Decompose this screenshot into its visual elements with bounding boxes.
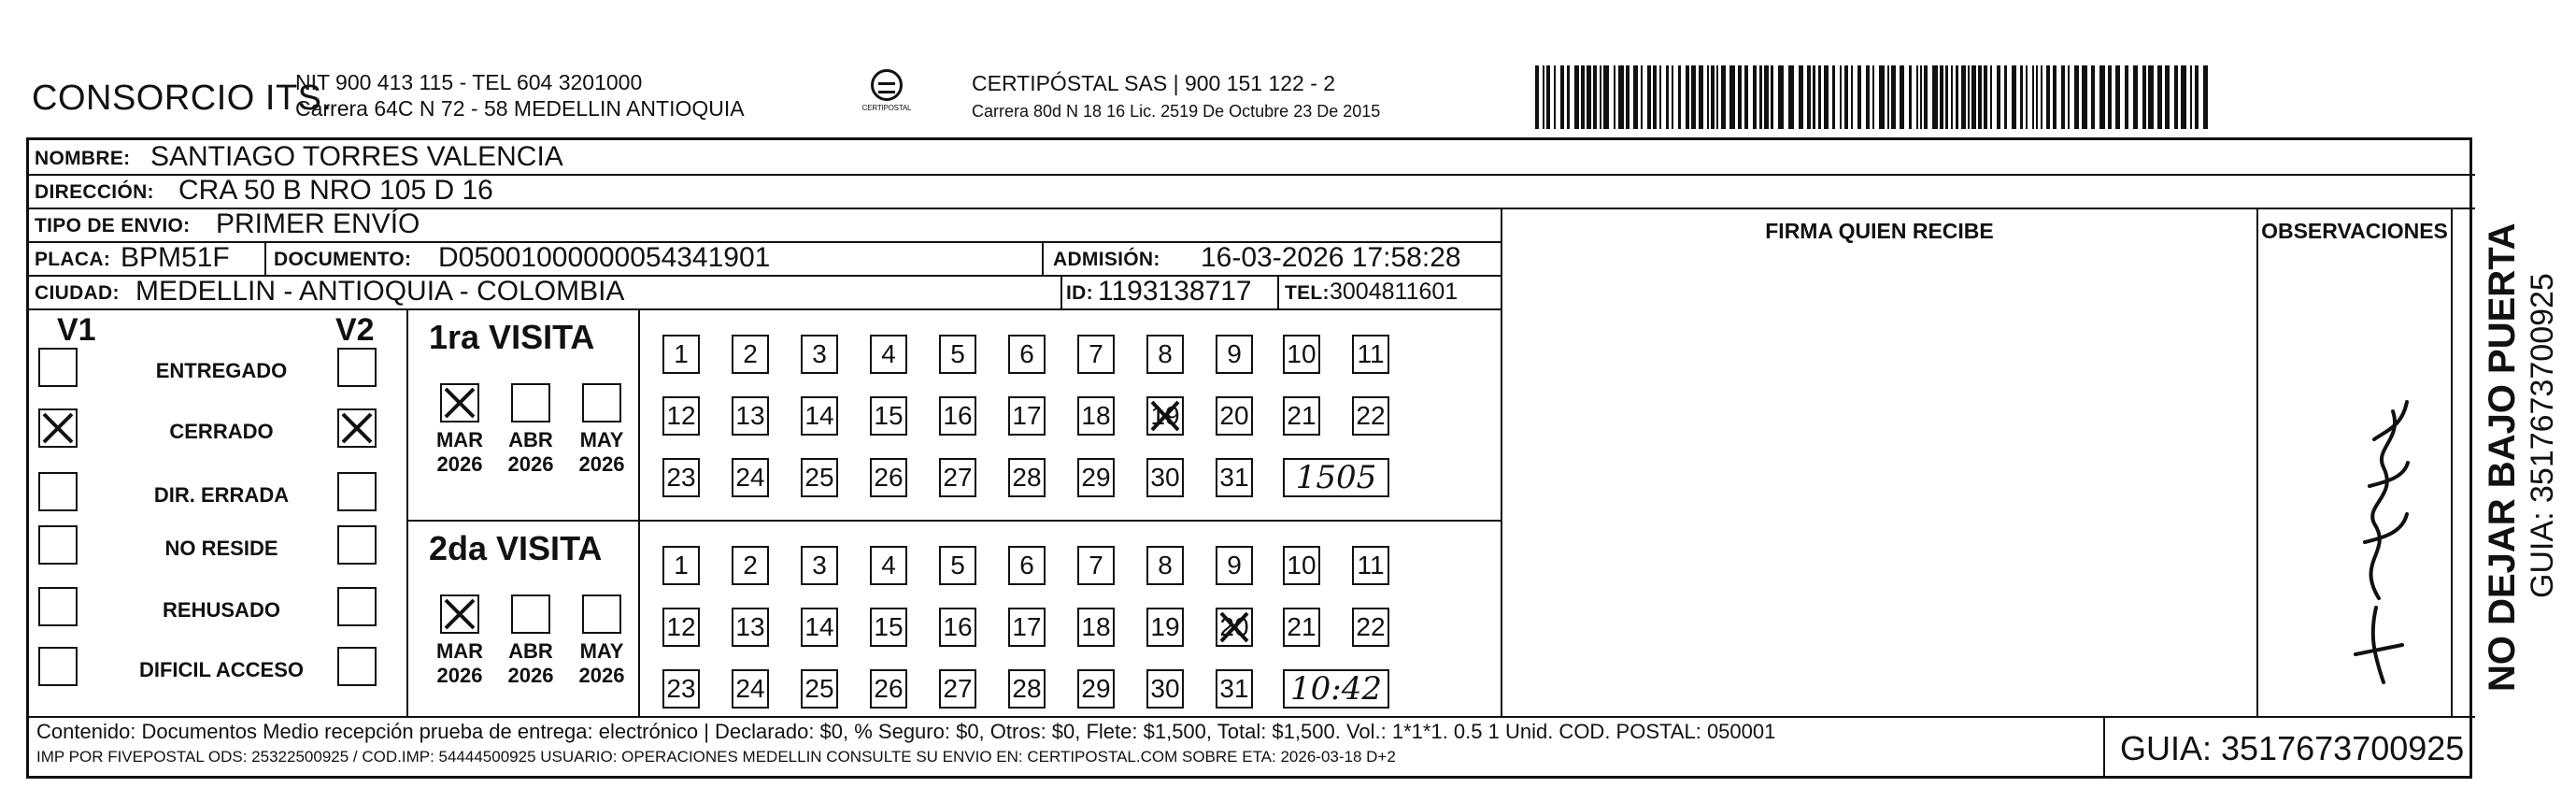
day-box[interactable]: 5 [939, 335, 976, 374]
day-box[interactable]: 6 [1008, 335, 1046, 374]
visit-title: 1ra VISITA [429, 318, 595, 356]
barcode-bar [1744, 65, 1748, 129]
nombre-label: NOMBRE: [35, 148, 131, 169]
day-box[interactable]: 11 [1352, 546, 1389, 585]
barcode-bar [1857, 65, 1861, 129]
guia-number: GUIA: 3517673700925 [2120, 729, 2465, 767]
barcode-bar [1891, 65, 1896, 129]
v2-header: V2 [335, 312, 375, 348]
barcode-bar [2133, 65, 2138, 129]
barcode-bar [1932, 65, 1938, 129]
barcode-bar [1678, 65, 1681, 129]
month-label [569, 639, 634, 688]
barcode-bar [1824, 65, 1829, 129]
month-checkbox[interactable] [440, 594, 479, 634]
barcode-bar [2115, 65, 2120, 129]
day-box[interactable]: 20 [1216, 608, 1253, 647]
barcode-bar [1840, 65, 1842, 129]
barcode-bar [2046, 65, 2050, 129]
barcode-bar [1738, 65, 1742, 129]
cell-divider [264, 241, 266, 275]
v2-checkbox[interactable] [337, 525, 377, 565]
barcode-bar [2082, 65, 2087, 129]
day-box[interactable]: 16 [939, 608, 976, 647]
day-box[interactable]: 11 [1352, 335, 1389, 374]
barcode-bar [1626, 65, 1630, 129]
day-box[interactable]: 25 [801, 669, 838, 709]
company-info [295, 69, 745, 122]
day-box[interactable]: 29 [1077, 458, 1115, 497]
day-box[interactable]: 12 [662, 608, 700, 647]
barcode-bar [1567, 65, 1570, 129]
barcode-bar [2061, 65, 2065, 129]
barcode-bar [2068, 65, 2070, 129]
barcode-bar [2165, 65, 2170, 129]
v2-checkbox[interactable] [337, 408, 377, 448]
barcode-bar [1771, 65, 1773, 129]
company-nit: NIT 900 413 115 - TEL 604 3201000 [295, 70, 643, 94]
barcode-bar [1832, 65, 1835, 129]
month-year: 2026 [578, 452, 625, 476]
month-name: MAR [435, 639, 484, 663]
barcode-bar [1990, 65, 1992, 129]
barcode-bar [1764, 65, 1769, 129]
v2-checkbox[interactable] [337, 472, 377, 511]
placa-label: PLACA: [35, 249, 111, 270]
x-mark-icon [339, 410, 375, 446]
v1-header: V1 [57, 312, 96, 348]
barcode-bar [1799, 65, 1803, 129]
month-name: MAY [579, 428, 624, 451]
nombre-value: SANTIAGO TORRES VALENCIA [150, 141, 563, 172]
v1-checkbox[interactable] [38, 587, 78, 626]
visit-divider [406, 520, 1501, 522]
day-box[interactable]: 22 [1352, 396, 1389, 436]
barcode-bar [1900, 65, 1904, 129]
day-box[interactable]: 16 [939, 396, 976, 436]
day-box[interactable]: 18 [1077, 396, 1115, 436]
day-box[interactable]: 29 [1077, 669, 1115, 709]
barcode-bar [1614, 65, 1615, 129]
barcode-bar [1672, 65, 1673, 129]
status-label: ENTREGADO [155, 359, 288, 382]
month-label [498, 428, 563, 477]
day-box[interactable]: 1 [662, 546, 700, 585]
id-label: ID: [1066, 282, 1093, 304]
v1-checkbox[interactable] [38, 647, 78, 686]
barcode-bar [1659, 65, 1661, 129]
barcode-bar [1543, 65, 1544, 129]
barcode-bar [1691, 65, 1696, 129]
time-box[interactable]: 10:42 [1283, 669, 1389, 709]
barcode-bar [1887, 65, 1889, 129]
barcode-bar [2190, 65, 2192, 129]
v2-checkbox[interactable] [337, 587, 377, 626]
day-box[interactable]: 2 [732, 546, 769, 585]
x-mark-icon [442, 596, 477, 632]
certipostal-info [972, 69, 1380, 125]
direccion-label: DIRECCIÓN: [35, 181, 154, 203]
barcode-bar [2181, 65, 2186, 129]
month-name: MAR [435, 428, 484, 451]
month-name: ABR [508, 639, 553, 663]
x-mark-icon [40, 410, 76, 446]
barcode-bar [1818, 65, 1821, 129]
day-box[interactable]: 28 [1008, 669, 1046, 709]
no-dejar-text: NO DEJAR BAJO PUERTA [2482, 222, 2523, 692]
barcode-bar [1945, 65, 1948, 129]
barcode-bar [1778, 65, 1784, 129]
barcode-bar [1851, 65, 1853, 129]
col-divider [2256, 208, 2258, 716]
barcode-bar [2026, 65, 2028, 129]
barcode-bar [1753, 65, 1757, 129]
day-box[interactable]: 1 [662, 335, 700, 374]
barcode-bar [2091, 65, 2095, 129]
barcode-bar [1813, 65, 1815, 129]
barcode-bar [1581, 65, 1585, 129]
barcode-bar [1866, 65, 1870, 129]
day-box[interactable]: 6 [1008, 546, 1046, 585]
v1-checkbox[interactable] [38, 408, 78, 448]
firma-header: FIRMA QUIEN RECIBE [1765, 219, 1994, 243]
month-year: 2026 [507, 664, 554, 687]
barcode-bar [1978, 65, 1982, 129]
barcode-bar [2148, 65, 2154, 129]
barcode-bar [1546, 65, 1550, 129]
day-box[interactable]: 19 [1146, 608, 1184, 647]
barcode-bar [1647, 65, 1651, 129]
month-checkbox[interactable] [511, 383, 550, 422]
v1-checkbox[interactable] [38, 525, 78, 565]
col-divider [1501, 208, 1502, 716]
barcode-bar [1916, 65, 1918, 129]
month-label [427, 639, 492, 688]
day-x-mark-icon [1148, 398, 1182, 434]
barcode-bar [1707, 65, 1709, 129]
day-box[interactable]: 30 [1146, 669, 1184, 709]
month-year: 2026 [578, 664, 625, 687]
certipostal-logo [858, 69, 916, 112]
day-box[interactable]: 13 [732, 608, 769, 647]
day-box[interactable]: 14 [801, 396, 838, 436]
logo-text: CERTIPOSTAL [861, 104, 912, 112]
barcode-bar [1686, 65, 1689, 129]
barcode-bar [1535, 65, 1539, 129]
barcode-bar [1971, 65, 1976, 129]
barcode-bar [1716, 65, 1718, 129]
barcode-bar [2032, 65, 2034, 129]
day-box[interactable]: 31 [1216, 458, 1253, 497]
day-box[interactable]: 12 [662, 396, 700, 436]
day-box[interactable]: 10 [1283, 335, 1320, 374]
barcode-bar [2174, 65, 2178, 129]
footer-guia-divider [2103, 716, 2105, 779]
barcode-bar [1997, 65, 2000, 129]
day-box[interactable]: 4 [870, 546, 907, 585]
day-box[interactable]: 4 [870, 335, 907, 374]
documento-label: DOCUMENTO: [274, 249, 412, 270]
x-mark-icon [442, 385, 477, 421]
day-box[interactable]: 22 [1352, 608, 1389, 647]
tipo-envio-label: TIPO DE ENVIO: [35, 215, 191, 236]
id-value: 1193138717 [1098, 276, 1252, 307]
barcode-bar [1961, 65, 1966, 129]
barcode-bar [1721, 65, 1726, 129]
barcode-bar [1956, 65, 1958, 129]
barcode-bar [2020, 65, 2023, 129]
day-box[interactable]: 23 [662, 458, 700, 497]
month-year: 2026 [507, 452, 554, 476]
barcode-bar [1554, 65, 1556, 129]
day-box[interactable]: 25 [801, 458, 838, 497]
tipo-envio-value: PRIMER ENVÍO [216, 208, 420, 239]
barcode-bar [1699, 65, 1703, 129]
barcode-bar [1729, 65, 1735, 129]
visit-title: 2da VISITA [429, 529, 603, 567]
barcode-bar [2142, 65, 2146, 129]
barcode-bar [1603, 65, 1609, 129]
barcode-bar [2099, 65, 2105, 129]
barcode-bar [1920, 65, 1922, 129]
observaciones-header: OBSERVACIONES [2261, 219, 2448, 243]
day-box[interactable]: 23 [662, 669, 700, 709]
admision-value: 16-03-2026 17:58:28 [1201, 242, 1461, 273]
day-box[interactable]: 21 [1283, 396, 1320, 436]
v1-checkbox[interactable] [38, 348, 78, 387]
barcode-bar [1618, 65, 1624, 129]
footer-divider [29, 716, 2475, 718]
direccion-value: CRA 50 B NRO 105 D 16 [178, 175, 493, 206]
month-year: 2026 [436, 664, 483, 687]
barcode-bar [1844, 65, 1848, 129]
visit-divider-v [638, 308, 640, 716]
month-checkbox[interactable] [440, 383, 479, 422]
documento-value: D05001000000054341901 [438, 242, 771, 273]
day-box[interactable]: 10 [1283, 546, 1320, 585]
month-name: ABR [508, 428, 553, 451]
month-name: MAY [579, 639, 624, 663]
guia-side-text: GUIA: 3517673700925 [2525, 273, 2560, 598]
barcode-bar [2108, 65, 2112, 129]
day-box[interactable]: 14 [801, 608, 838, 647]
tel-label: TEL: [1285, 282, 1330, 304]
barcode-bar [1759, 65, 1762, 129]
status-label: DIR. ERRADA [153, 483, 290, 507]
contenido-text: Contenido: Documentos Medio recepción prueba de entrega: electrónico | Declarado: $0, % Seguro: $0, Otros: $0, Flete: $1,500, Total: $1,500. Vol.: 1*1*1. 0.5 1 Unid. COD. POSTAL: 050001 [36, 720, 1776, 743]
day-box[interactable]: 26 [870, 669, 907, 709]
barcode-bar [1788, 65, 1794, 129]
barcode-bar [1879, 65, 1885, 129]
delivery-form [26, 137, 2472, 779]
day-box[interactable]: 9 [1216, 335, 1253, 374]
day-box[interactable]: 8 [1146, 335, 1184, 374]
ciudad-label: CIUDAD: [35, 282, 120, 304]
signature-icon [2318, 374, 2421, 701]
status-label: CERRADO [169, 420, 274, 443]
placa-value: BPM51F [121, 242, 230, 273]
barcode-bar [2004, 65, 2007, 129]
day-box[interactable]: 31 [1216, 669, 1253, 709]
col-divider [2451, 208, 2453, 716]
barcode-bar [2041, 65, 2042, 129]
row-divider [29, 308, 1501, 310]
company-address: Carrera 64C N 72 - 58 MEDELLIN ANTIOQUIA [295, 96, 745, 121]
month-label [569, 428, 634, 477]
day-box[interactable]: 18 [1077, 608, 1115, 647]
day-box[interactable]: 17 [1008, 608, 1046, 647]
day-box[interactable]: 2 [732, 335, 769, 374]
time-box[interactable]: 1505 [1283, 458, 1389, 497]
day-box[interactable]: 3 [801, 546, 838, 585]
barcode-bar [1666, 65, 1669, 129]
day-x-mark-icon [1217, 609, 1251, 645]
barcode-bar [1653, 65, 1657, 129]
day-box[interactable]: 20 [1216, 396, 1253, 436]
ciudad-value: MEDELLIN - ANTIOQUIA - COLOMBIA [135, 276, 625, 307]
status-label: NO RESIDE [164, 537, 278, 560]
month-label [498, 639, 563, 688]
day-box[interactable]: 24 [732, 669, 769, 709]
barcode-bar [1984, 65, 1987, 129]
certipostal-address: Carrera 80d N 18 16 Lic. 2519 De Octubre 23 De 2015 [972, 102, 1381, 121]
admision-label: ADMISIÓN: [1053, 249, 1160, 270]
barcode-bar [2074, 65, 2079, 129]
barcode-bar [1593, 65, 1597, 129]
barcode-bar [1587, 65, 1591, 129]
cell-divider [1277, 275, 1279, 308]
day-box[interactable]: 30 [1146, 458, 1184, 497]
barcode-bar [1600, 65, 1601, 129]
day-box[interactable]: 5 [939, 546, 976, 585]
status-label: REHUSADO [163, 598, 280, 622]
barcode-bar [1951, 65, 1953, 129]
day-box[interactable]: 7 [1077, 546, 1115, 585]
barcode-bar [1807, 65, 1811, 129]
day-box[interactable]: 15 [870, 396, 907, 436]
day-box[interactable]: 27 [939, 458, 976, 497]
barcode-bar [1909, 65, 1912, 129]
month-checkbox[interactable] [511, 594, 550, 634]
tel-value: 3004811601 [1330, 279, 1459, 305]
day-box[interactable]: 15 [870, 608, 907, 647]
v1-checkbox[interactable] [38, 472, 78, 511]
status-label: DIFICIL ACCESO [138, 658, 304, 681]
day-box[interactable]: 9 [1216, 546, 1253, 585]
day-box[interactable]: 7 [1077, 335, 1115, 374]
imp-text: IMP POR FIVEPOSTAL ODS: 25322500925 / COD.IMP: 54444500925 USUARIO: OPERACIONES MEDELLIN CONSULTE SU ENVIO EN: CERTIPOSTAL.COM SOBRE ETA: 2026-03-18 D+2 [36, 748, 1396, 766]
day-box[interactable]: 8 [1146, 546, 1184, 585]
barcode-bar [2203, 65, 2208, 129]
cell-divider [1060, 275, 1062, 308]
day-box[interactable]: 26 [870, 458, 907, 497]
barcode-bar [2125, 65, 2128, 129]
day-box[interactable]: 27 [939, 669, 976, 709]
barcode [1535, 65, 2208, 129]
barcode-bar [1633, 65, 1638, 129]
barcode-bar [2036, 65, 2038, 129]
day-box[interactable]: 28 [1008, 458, 1046, 497]
company-name: CONSORCIO ITS. [32, 79, 333, 118]
month-checkbox[interactable] [582, 594, 621, 634]
v2-checkbox[interactable] [337, 348, 377, 387]
day-box[interactable]: 13 [732, 396, 769, 436]
month-checkbox[interactable] [582, 383, 621, 422]
month-label [427, 428, 492, 477]
barcode-bar [1968, 65, 1970, 129]
day-box[interactable]: 17 [1008, 396, 1046, 436]
day-box[interactable]: 19 [1146, 396, 1184, 436]
certipostal-line: CERTIPÓSTAL SAS | 900 151 122 - 2 [972, 71, 1336, 95]
day-box[interactable]: 3 [801, 335, 838, 374]
barcode-bar [2053, 65, 2057, 129]
barcode-bar [2195, 65, 2199, 129]
barcode-bar [1641, 65, 1643, 129]
barcode-bar [2012, 65, 2016, 129]
day-box[interactable]: 24 [732, 458, 769, 497]
barcode-bar [1872, 65, 1874, 129]
barcode-bar [1560, 65, 1564, 129]
v2-checkbox[interactable] [337, 647, 377, 686]
barcode-bar [1574, 65, 1579, 129]
status-divider [406, 308, 408, 716]
day-box[interactable]: 21 [1283, 608, 1320, 647]
barcode-bar [1924, 65, 1928, 129]
logo-icon [871, 69, 903, 101]
barcode-bar [1940, 65, 1943, 129]
cell-divider [1042, 241, 1044, 275]
barcode-bar [2157, 65, 2162, 129]
month-year: 2026 [436, 452, 483, 476]
barcode-bar [1711, 65, 1715, 129]
